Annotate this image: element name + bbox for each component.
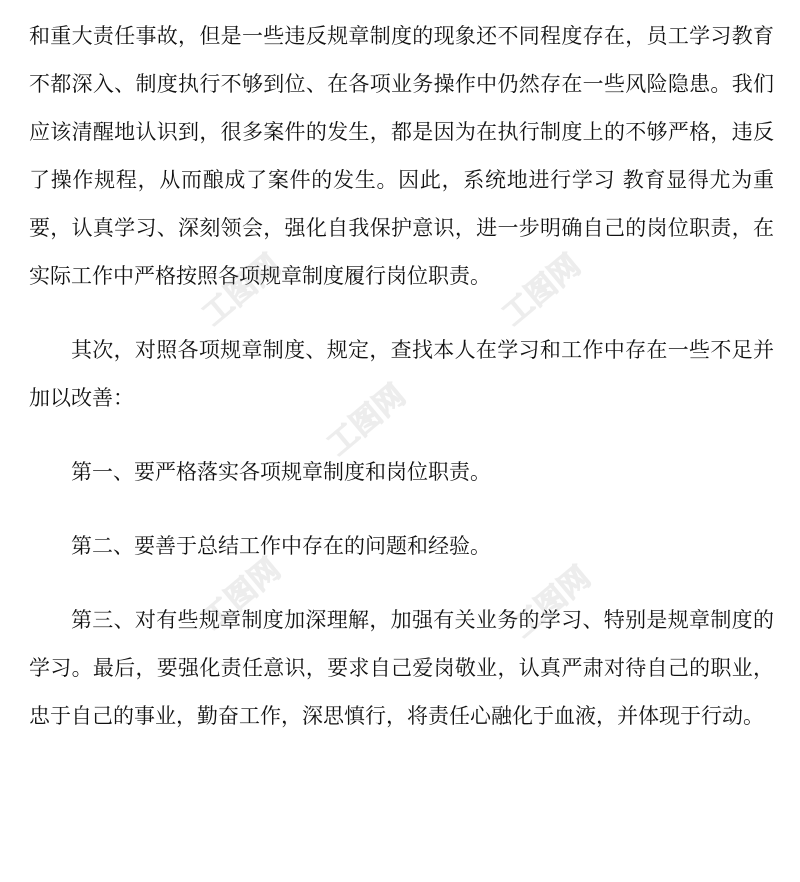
paragraph-third-point: 第三、对有些规章制度加深理解，加强有关业务的学习、特别是规章制度的学习。最后，要强化责任意识，要求自己爱岗敬业，认真严肃对待自己的职业，忠于自己的事业，勤奋工作，深思慎行，将责任心融化于血液，并体现于行动。 xyxy=(29,608,774,728)
paragraph-first-point: 第一、要严格落实各项规章制度和岗位职责。 xyxy=(71,460,491,484)
paragraph-secondly: 其次，对照各项规章制度、规定，查找本人在学习和工作中存在一些不足并加以改善： xyxy=(29,338,774,410)
watermark-text: 工图网 xyxy=(505,559,598,645)
watermark-text: 工图网 xyxy=(495,247,588,333)
watermark-text: 工图网 xyxy=(195,551,288,637)
watermark-text: 工图网 xyxy=(195,247,288,333)
paragraph-second-point: 第二、要善于总结工作中存在的问题和经验。 xyxy=(71,534,491,558)
watermark-text: 工图网 xyxy=(320,377,413,463)
paragraph-continuation: 和重大责任事故，但是一些违反规章制度的现象还不同程度存在，员工学习教育不都深入、制度执行不够到位、在各项业务操作中仍然存在一些风险隐患。我们应该清醒地认识到，很多案件的发生，都是因为在执行制度上的不够严格，违反了操作规程，从而酿成了案件的发生。因此，系统地进行学习 教育显得尤为重要，认真学习、深刻领会，强化自我保护意识，进一步明确自己的岗位职责，在实际工作中严格按照各项规章制度履行岗位职责。 xyxy=(29,24,774,288)
